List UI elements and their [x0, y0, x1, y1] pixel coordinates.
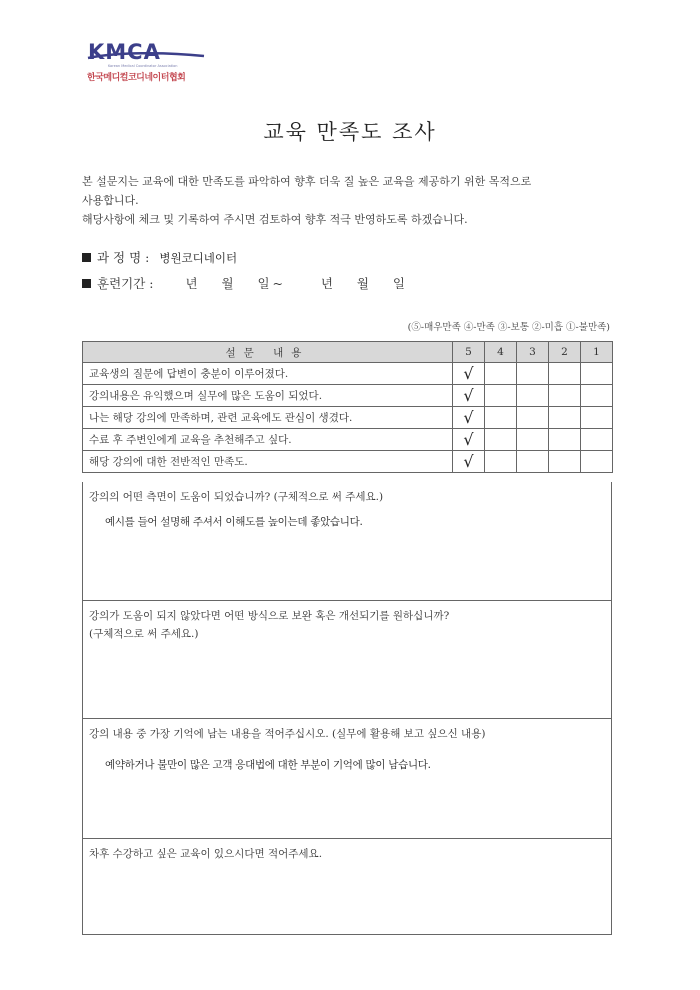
- check-cell-4[interactable]: [485, 407, 517, 429]
- header-score-5: 5: [453, 342, 485, 363]
- check-cell-1[interactable]: [581, 385, 613, 407]
- period-field: [82, 274, 408, 292]
- open-question-box: [82, 839, 612, 935]
- org-logo-subtext: Korean Medical Coordinator Association: [108, 64, 178, 68]
- header-question: 설문 내용: [83, 342, 453, 363]
- check-cell-4[interactable]: [485, 363, 517, 385]
- table-row: [83, 451, 613, 473]
- logo-swoosh-icon: [86, 50, 206, 64]
- intro-line-1: 본 설문지는 교육에 대한 만족도를 파악하여 향후 더욱 질 높은 교육을 제공하기 위한 목적으로: [82, 175, 532, 188]
- check-cell-2[interactable]: [549, 363, 581, 385]
- check-cell-2[interactable]: [549, 429, 581, 451]
- table-row: [83, 407, 613, 429]
- check-cell-5[interactable]: √: [453, 451, 485, 473]
- open-question-text: 차후 수강하고 싶은 교육이 있으시다면 적어주세요.: [89, 848, 323, 860]
- intro-line-3: 해당사항에 체크 및 기록하여 주시면 검토하여 향후 적극 반영하도록 하겠습니다.: [82, 213, 468, 226]
- open-question-text: 강의가 도움이 되지 않았다면 어떤 방식으로 보완 혹은 개선되기를 원하십니까? (구체적으로 써 주세요.): [89, 610, 450, 640]
- intro-text: [82, 172, 617, 229]
- header-score-3: 3: [517, 342, 549, 363]
- table-row: [83, 385, 613, 407]
- bullet-square-icon: [82, 279, 91, 288]
- table-header-row: [83, 342, 613, 363]
- check-cell-4[interactable]: [485, 429, 517, 451]
- check-cell-5[interactable]: √: [453, 385, 485, 407]
- period-value: 년 월 일~ 년 월 일: [185, 276, 408, 291]
- check-cell-1[interactable]: [581, 451, 613, 473]
- check-cell-3[interactable]: [517, 363, 549, 385]
- header-score-1: 1: [581, 342, 613, 363]
- rating-table: [82, 341, 613, 473]
- course-label: 과 정 명 :: [97, 250, 150, 265]
- open-question-box: [82, 601, 612, 719]
- period-label: 훈련기간 :: [97, 276, 154, 291]
- row-question: 강의내용은 유익했으며 실무에 많은 도움이 되었다.: [83, 385, 453, 407]
- check-cell-1[interactable]: [581, 407, 613, 429]
- open-question-box: [82, 482, 612, 601]
- check-cell-2[interactable]: [549, 385, 581, 407]
- open-question-text: 강의 내용 중 가장 기억에 남는 내용을 적어주십시오. (실무에 활용해 보고 싶으신 내용): [89, 728, 486, 740]
- table-row: [83, 429, 613, 451]
- check-cell-2[interactable]: [549, 451, 581, 473]
- check-cell-3[interactable]: [517, 451, 549, 473]
- open-question-box: [82, 719, 612, 839]
- header-score-2: 2: [549, 342, 581, 363]
- header-score-4: 4: [485, 342, 517, 363]
- check-cell-5[interactable]: √: [453, 407, 485, 429]
- row-question: 나는 해당 강의에 만족하며, 관련 교육에도 관심이 생겼다.: [83, 407, 453, 429]
- bullet-square-icon: [82, 253, 91, 262]
- check-cell-1[interactable]: [581, 429, 613, 451]
- check-cell-5[interactable]: √: [453, 363, 485, 385]
- row-question: 수료 후 주변인에게 교육을 추천해주고 싶다.: [83, 429, 453, 451]
- open-question-answer[interactable]: 예시를 들어 설명해 주셔서 이해도를 높이는데 좋았습니다.: [105, 516, 363, 528]
- check-cell-4[interactable]: [485, 385, 517, 407]
- scale-legend: (⑤-매우만족 ④-만족 ③-보통 ②-미흡 ①-불만족): [407, 322, 610, 333]
- page-title: 교육 만족도 조사: [263, 120, 437, 144]
- row-question: 해당 강의에 대한 전반적인 만족도.: [83, 451, 453, 473]
- course-field: [82, 248, 237, 266]
- course-value: 병원코디네이터: [159, 251, 238, 265]
- check-cell-3[interactable]: [517, 385, 549, 407]
- check-cell-5[interactable]: √: [453, 429, 485, 451]
- check-cell-1[interactable]: [581, 363, 613, 385]
- intro-line-2: 사용합니다.: [82, 194, 139, 207]
- check-cell-2[interactable]: [549, 407, 581, 429]
- check-cell-4[interactable]: [485, 451, 517, 473]
- check-cell-3[interactable]: [517, 429, 549, 451]
- org-logo: KMCA: [88, 40, 161, 64]
- org-name: 한국메디컬코디네이터협회: [87, 73, 186, 83]
- open-question-answer[interactable]: 예약하거나 불만이 많은 고객 응대법에 대한 부분이 기억에 많이 남습니다.: [105, 759, 431, 771]
- table-row: [83, 363, 613, 385]
- open-question-text: 강의의 어떤 측면이 도움이 되었습니까? (구체적으로 써 주세요.): [89, 491, 384, 503]
- check-cell-3[interactable]: [517, 407, 549, 429]
- row-question: 교육생의 질문에 답변이 충분이 이루어졌다.: [83, 363, 453, 385]
